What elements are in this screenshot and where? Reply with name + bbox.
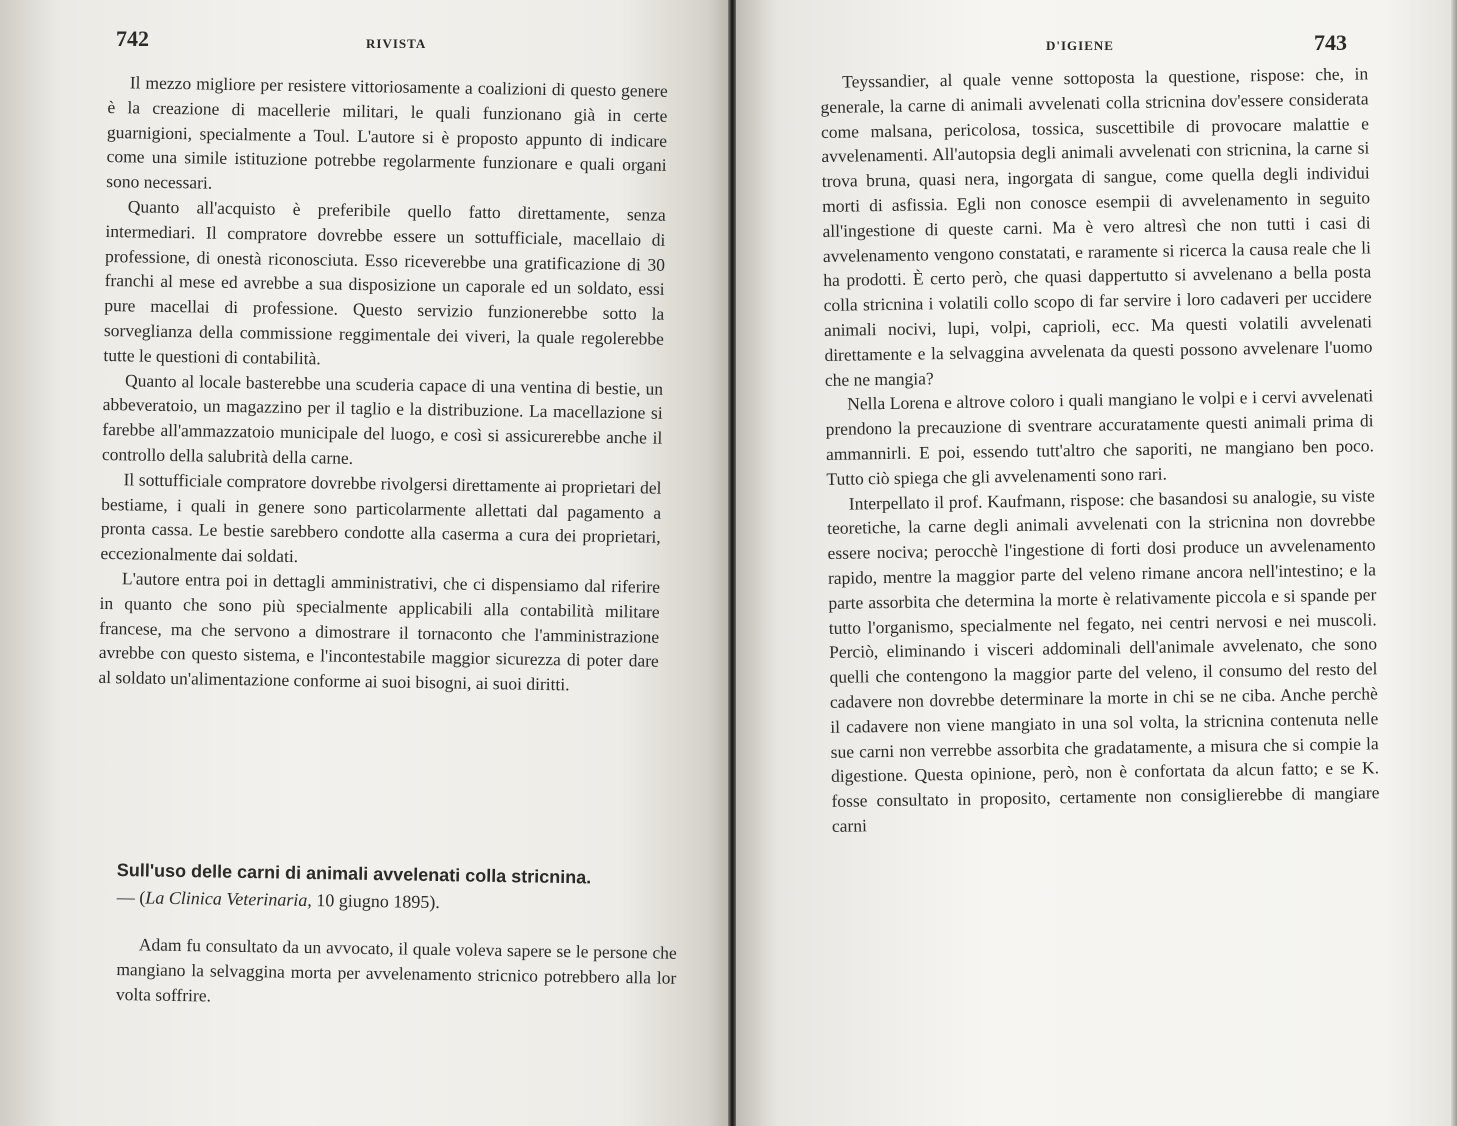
paragraph: Il mezzo migliore per resistere vittoriosamente a coalizioni di questo genere è la creazione di macellerie militari, le quali funzionano già in certe guarnigioni, specialmente a Toul. L'autore si è proposto appunto di indicare come una simile istituzione potrebbe regolarmente funzionare e quali organi sono necessari. <box>106 72 668 193</box>
citation-date: 10 giugno 1895). <box>311 890 440 913</box>
paragraph: Nella Lorena e altrove coloro i quali mangiano le volpi e i cervi avvelenati prendono la precauzione di sventrare accuratamente questi animali prima di ammannirli. E poi, essendo tutt'altro che saporiti, ne mangiano ben poco. Tutto ciò spiega che gli avvelenamenti sono rari. <box>825 385 1375 489</box>
right-body-text <box>820 61 1380 838</box>
book-gutter <box>728 0 736 1126</box>
citation-dash: — ( <box>116 887 146 908</box>
left-body-text <box>98 70 668 699</box>
paragraph: Adam fu consultato da un avvocato, il quale voleva sapere se le persone che mangiano la selvaggina morta per avvelenamento stricnico potrebbero alla lor volta soffrire. <box>115 934 677 1006</box>
paragraph: Quanto al locale basterebbe una scuderia capace di una ventina di bestie, un abbeveratoio, un magazzino per il taglio e la distribuzione. La macellazione si farebbe all'ammazzatoio municipale del luogo, e così si assicurerebbe anche il controllo della salubrità della carne. <box>101 369 664 468</box>
paragraph: Il sottufficiale compratore dovrebbe rivolgersi direttamente ai proprietari del bestiame, i quali in genere sono particolarmente allettati dal pagamento a pronta cassa. Le bestie sarebbero condotte alla caserma a cura dei proprietari, eccezionalmente dai soldati. <box>100 469 662 567</box>
left-section-text <box>116 932 677 1015</box>
citation-journal: La Clinica Veterinaria, <box>145 887 312 911</box>
page-edge <box>1451 0 1457 1126</box>
right-running-header: D'IGIENE <box>1046 38 1114 53</box>
section-title: Sull'uso delle carni di animali avvelenati colla stricnina. <box>116 860 592 888</box>
paragraph: Interpellato il prof. Kaufmann, rispose: che basandosi su analogie, su viste teoretiche, la carne degli animali avvelenati con la stricnina non dovrebbe essere nociva; perocchè l'ingestione di forti dosi produce un avvelenamento rapido, mentre la maggior parte del veleno rimane ancora nell'intestino; e la parte assorbita che determina la morte è relativamente piccola e si spande per tutto l'organismo, specialmente nel fegato, nei centri nervosi e nei muscoli. Perciò, eliminando i visceri addominali dell'animale avvelenato, che sono quelli che contengono la maggior parte del veleno, il consumo del resto del cadavere non dovrebbe determinare la morte in chi se ne ciba. Anche perchè il cadavere non viene mangiato in una sol volta, la stricnina contenuta nelle sue carni non verrebbe assorbita che gradatamente, a misura che si compie la digestione. Questa opinione, però, non è confortata da alcun fatto; e se K. fosse consultato in proposito, certamente non consiglierebbe di mangiare carni <box>827 484 1380 836</box>
paragraph: L'autore entra poi in dettagli amministrativi, che ci dispensiamo dal riferire in quanto che sono più specialmente applicabili alla contabilità militare francese, ma che servono a dimostrare il tornaconto che l'amministrazione avrebbe con questo sistema, e l'incontestabile maggior sicurezza di poter dare al soldato un'alimentazione conforme ai suoi bisogni, ai suoi diritti. <box>98 568 661 695</box>
right-page-number: 743 <box>1314 30 1347 55</box>
paragraph: Quanto all'acquisto è preferibile quello fatto direttamente, senza intermediari. Il compratore dovrebbe essere un sottufficiale, macellaio di professione, di onestà riconosciuta. Esso riceverebbe una gratificazione di 30 franchi al mese ed avrebbe a sua disposizione un caporale ed un soldato, essi pure macellai di professione. Questo servizio funzionerebbe sotto la sorveglianza della commissione reggimentale dei viveri, la quale regolerebbe tutte le questioni di contabilità. <box>103 196 666 369</box>
left-running-header: RIVISTA <box>366 36 427 51</box>
left-page-number: 742 <box>116 26 149 51</box>
paragraph: Teyssandier, al quale venne sottoposta la questione, rispose: che, in generale, la carne di animali avvelenati colla stricnina dov'essere considerata come malsana, pericolosa, tossica, suscettibile di provocare malattie e avvelenamenti. All'autopsia degli animali avvelenati con stricnina, la carne si trova bruna, quasi nera, ingorgata di sangue, come quella degli individui morti di asfissia. Egli non conosce esempii di avvelenamento in seguito all'ingestione di queste carni. Ma è vero altresì che non tutti i casi di avvelenamento vengono constatati, e raramente si ricerca la causa reale che li ha prodotti. È certo però, che quasi dappertutto si avvelenano a bella posta colla stricnina i volatili collo scopo di far servire i loro cadaveri per uccidere animali nocivi, lupi, volpi, caprioli, ecc. Ma questi volatili avvelenati direttamente e la selvaggina avvelenata da questi possono avvelenare l'uomo che ne mangia? <box>820 63 1373 390</box>
